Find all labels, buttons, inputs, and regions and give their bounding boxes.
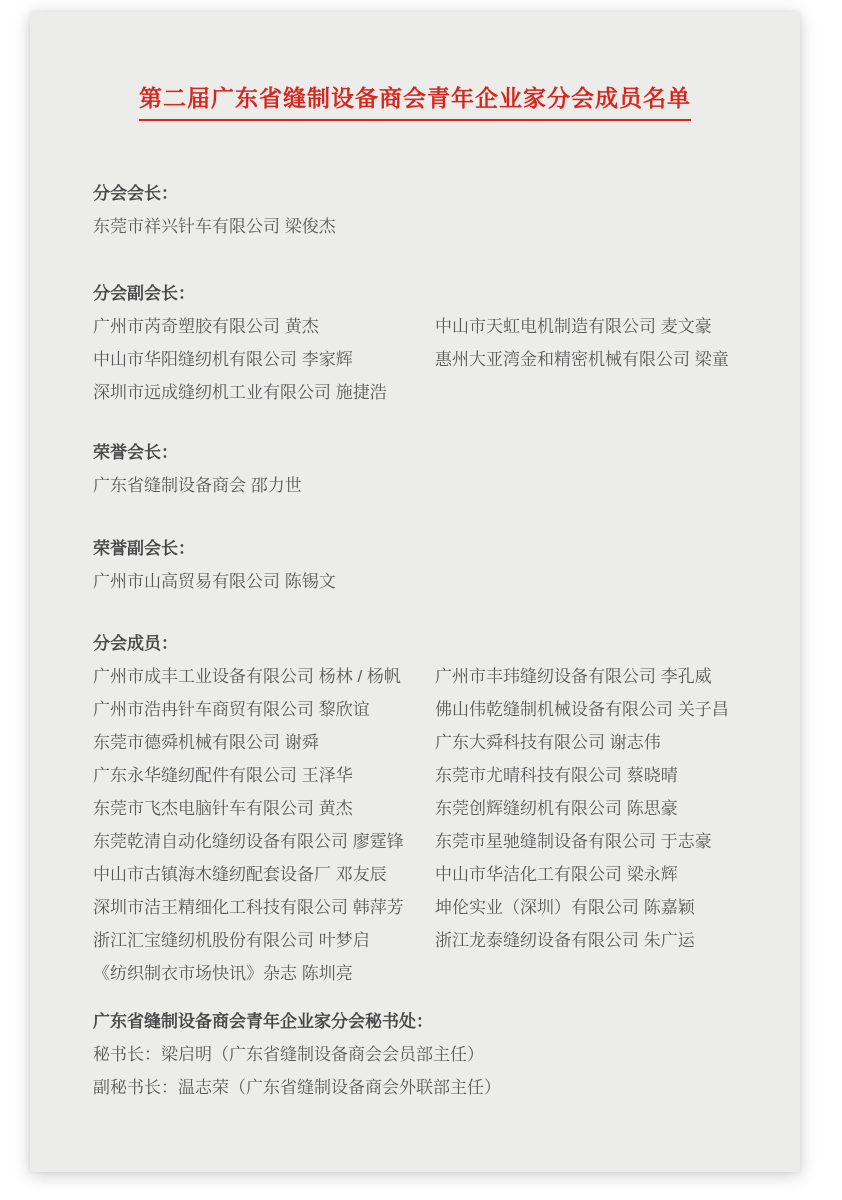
member-row	[93, 376, 764, 409]
member-row	[93, 891, 764, 924]
member-entry: 佛山伟乾缝制机械设备有限公司 关子昌	[435, 700, 729, 719]
section-heading-president: 分会会长：	[93, 184, 178, 203]
member-entry: 中山市华洁化工有限公司 梁永辉	[435, 865, 678, 884]
member-entry: 广州市丰玮缝纫设备有限公司 李孔威	[435, 667, 712, 686]
section-heading-honorary-president: 荣誉会长：	[93, 443, 178, 462]
member-row	[93, 726, 764, 759]
member-entry: 深圳市远成缝纫机工业有限公司 施捷浩	[93, 383, 387, 402]
member-entry: 广州市山高贸易有限公司 陈锡文	[93, 572, 336, 591]
member-entry: 东莞乾清自动化缝纫设备有限公司 廖霆锋	[93, 832, 404, 851]
member-entry: 东莞创辉缝纫机有限公司 陈思豪	[435, 799, 678, 818]
member-entry: 浙江汇宝缝纫机股份有限公司 叶梦启	[93, 931, 370, 950]
section-honorary-vice-president	[93, 532, 764, 598]
member-entry	[435, 376, 764, 409]
member-entry: 中山市古镇海木缝纫配套设备厂 邓友辰	[93, 865, 387, 884]
member-entry: 浙江龙泰缝纫设备有限公司 朱广运	[435, 931, 695, 950]
member-entry: 深圳市洁王精细化工科技有限公司 韩萍芳	[93, 898, 404, 917]
section-vice-presidents	[93, 277, 764, 409]
section-secretariat	[93, 1005, 764, 1104]
section-heading-honorary-vice-president: 荣誉副会长：	[93, 539, 195, 558]
member-entry: 广东大舜科技有限公司 谢志伟	[435, 733, 661, 752]
member-entry: 中山市天虹电机制造有限公司 麦文豪	[435, 317, 712, 336]
member-entry: 广东永华缝纫配件有限公司 王泽华	[93, 766, 353, 785]
section-members	[93, 627, 764, 990]
member-row	[93, 343, 764, 376]
member-entry: 坤伦实业（深圳）有限公司 陈嘉颖	[435, 898, 695, 917]
member-entry: 广东省缝制设备商会 邵力世	[93, 476, 302, 495]
document-content	[30, 177, 800, 1104]
member-entry: 广州市芮奇塑胶有限公司 黄杰	[93, 317, 319, 336]
member-entry: 东莞市星驰缝制设备有限公司 于志豪	[435, 832, 712, 851]
member-entry: 广州市成丰工业设备有限公司 杨林 / 杨帆	[93, 667, 401, 686]
title-block	[30, 12, 800, 121]
deputy-secretary-general-line: 副秘书长：温志荣（广东省缝制设备商会外联部主任）	[93, 1078, 501, 1097]
member-entry: 东莞市德舜机械有限公司 谢舜	[93, 733, 319, 752]
member-row	[93, 310, 764, 343]
member-entry: 中山市华阳缝纫机有限公司 李家辉	[93, 350, 353, 369]
member-entry: 惠州大亚湾金和精密机械有限公司 梁童	[435, 350, 729, 369]
member-entry: 东莞市尤晴科技有限公司 蔡晓晴	[435, 766, 678, 785]
member-row	[93, 792, 764, 825]
member-row	[93, 693, 764, 726]
section-heading-secretariat: 广东省缝制设备商会青年企业家分会秘书处：	[93, 1012, 433, 1031]
member-row	[93, 825, 764, 858]
section-heading-members: 分会成员：	[93, 634, 178, 653]
section-heading-vice-presidents: 分会副会长：	[93, 284, 195, 303]
member-entry: 《纺织制衣市场快讯》杂志 陈圳亮	[93, 964, 353, 983]
member-entry: 广州市浩冉针车商贸有限公司 黎欣谊	[93, 700, 370, 719]
section-honorary-president	[93, 436, 764, 502]
member-row	[93, 924, 764, 957]
page-title: 第二届广东省缝制设备商会青年企业家分会成员名单	[139, 82, 691, 121]
member-row	[93, 858, 764, 891]
section-president	[93, 177, 764, 243]
member-entry: 东莞市飞杰电脑针车有限公司 黄杰	[93, 799, 353, 818]
member-entry: 东莞市祥兴针车有限公司 梁俊杰	[93, 217, 336, 236]
member-entry	[435, 957, 764, 990]
document-page	[30, 12, 800, 1172]
secretary-general-line: 秘书长：梁启明（广东省缝制设备商会会员部主任）	[93, 1045, 484, 1064]
member-row	[93, 660, 764, 693]
member-row	[93, 957, 764, 990]
member-row	[93, 759, 764, 792]
